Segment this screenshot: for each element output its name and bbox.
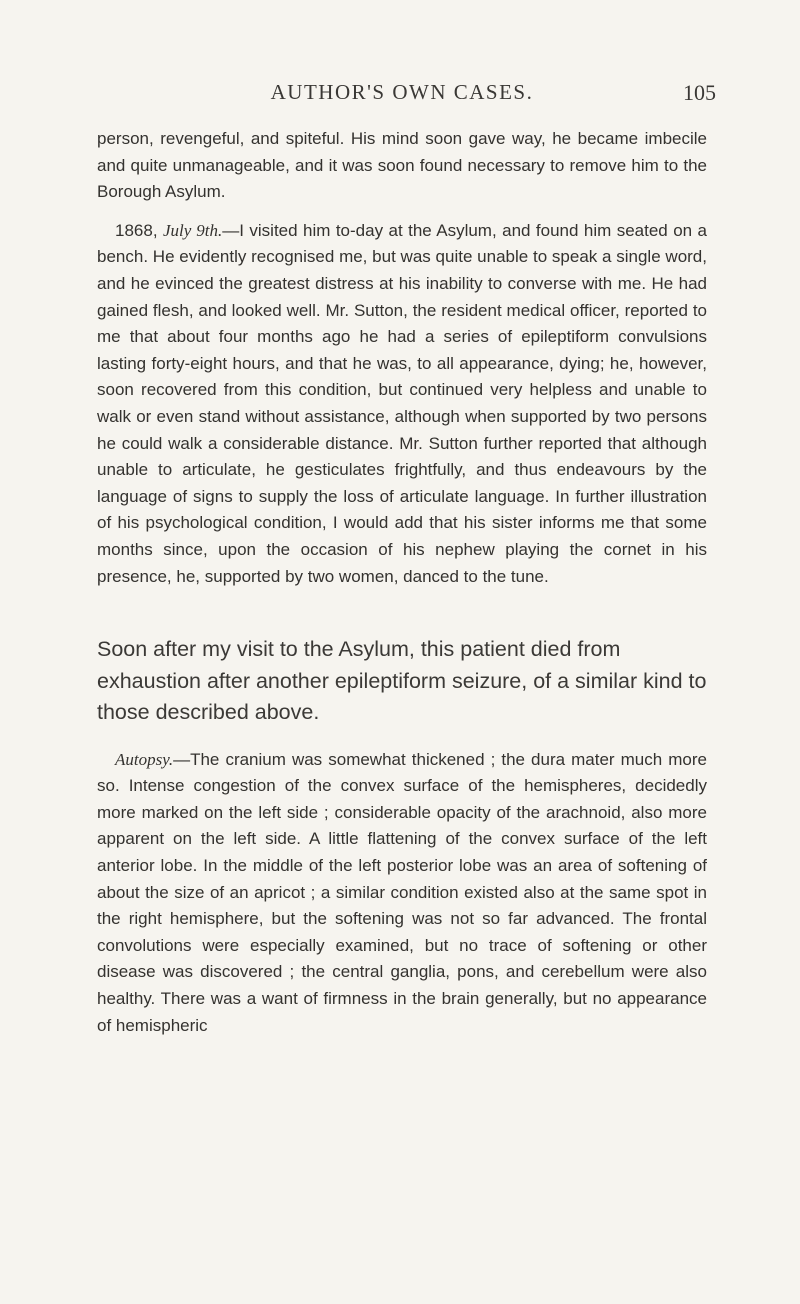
- running-head: [88, 80, 716, 114]
- page-number: 105: [683, 80, 716, 105]
- visit-date: July 9th.: [162, 220, 223, 240]
- body-text: [97, 126, 707, 1039]
- running-title: AUTHOR'S OWN CASES.: [270, 80, 534, 104]
- visit-year: 1868,: [115, 220, 158, 240]
- autopsy-text: —The cranium was somewhat thickened ; the dura mater much more so. Intense congestion of the convex surface of the hemispheres, decidedly more marked on the left side ; considerable opacity of the arachnoid, also more apparent on the left side. A little flattening of the convex surface of the left anterior lobe. In the middle of the left posterior lobe was an area of softening of about the size of an apricot ; a similar condition existed also at the same spot in the right hemisphere, but the softening was not so far advanced. The frontal convolutions were especially examined, but no trace of softening or other disease was discovered ; the central ganglia, pons, and cerebellum were also healthy. There was a want of firmness in the brain generally, but no appearance of hemispheric: [97, 749, 707, 1035]
- paragraph-continuation: person, revengeful, and spiteful. His mind soon gave way, he became imbecile and quite unmanageable, and it was soon found necessary to remove him to the Borough Asylum.: [97, 129, 707, 202]
- paragraph-death: Soon after my visit to the Asylum, this patient died from exhaustion after another epileptiform seizure, of a similar kind to those described above.: [97, 637, 707, 725]
- visit-text: —I visited him to-day at the Asylum, and found him seated on a bench. He evidently recognised me, but was quite unable to speak a single word, and he evinced the greatest distress at his inability to converse with me. He had gained flesh, and looked well. Mr. Sutton, the resident medical officer, reported to me that about four months ago he had a series of epileptiform convulsions lasting forty-eight hours, and that he was, to all appearance, dying; he, however, soon recovered from this condition, but continued very helpless and unable to walk or even stand without assistance, although when supported by two persons he could walk a considerable distance. Mr. Sutton further reported that although unable to articulate, he gesticulates frightfully, and thus endeavours by the language of signs to supply the loss of articulate language. In further illustration of his psychological condition, I would add that his sister informs me that some months since, upon the occasion of his nephew playing the cornet in his presence, he, supported by two women, danced to the tune.: [97, 220, 707, 586]
- autopsy-label: Autopsy.: [115, 749, 174, 769]
- paragraph-autopsy: [97, 747, 707, 1040]
- paragraph-visit: [97, 218, 707, 590]
